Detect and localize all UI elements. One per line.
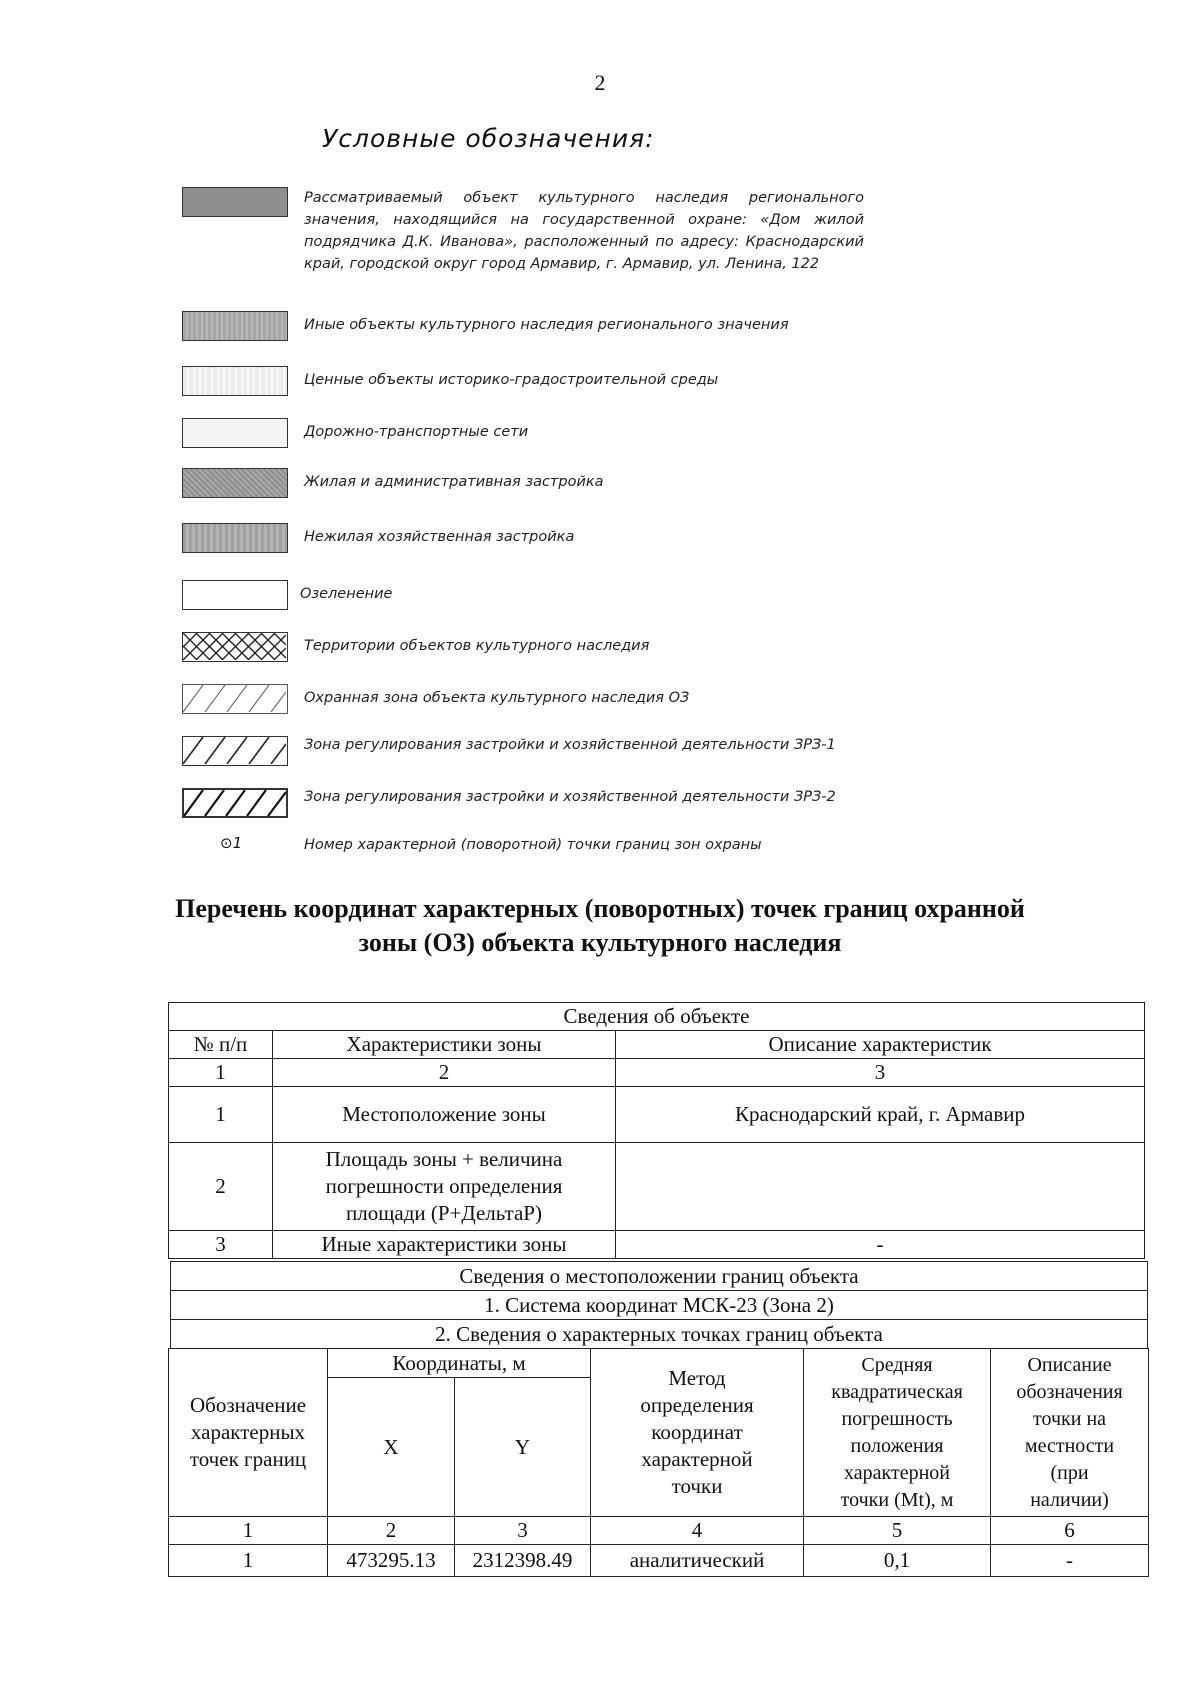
legend-item-zrz-2 [182, 786, 902, 830]
legend-item-point-number [182, 834, 902, 860]
table-row [171, 1320, 1148, 1349]
column-number: 2 [273, 1059, 616, 1087]
header-line: местности [1024, 1434, 1115, 1457]
column-header: Характеристики зоны [273, 1031, 616, 1059]
column-number: 3 [616, 1059, 1145, 1087]
legend-text: Зона регулирования застройки и хозяйственной деятельности ЗРЗ-2 [304, 789, 836, 805]
header-line: (при [1050, 1461, 1089, 1484]
x-header: X [328, 1378, 455, 1517]
legend-item-non-residential-buildings [182, 523, 902, 557]
point-designation: 1 [169, 1545, 328, 1577]
heading-line-2: зоны (ОЗ) объекта культурного наследия [358, 928, 842, 957]
legend-text: Рассматриваемый объект культурного наследия регионального значения, находящийся на государственной охране: «Дом жилой подрядчика Д.К. Иванова», расположенный по адресу: Краснодарский край, городской округ город Армавир, г. Армавир, ул. Ленина, 122 [304, 190, 864, 272]
legend-swatch-textured-medium [182, 523, 288, 553]
legend-swatch-light-diagonal-hatch [182, 684, 288, 714]
legend-swatch-white [182, 580, 288, 610]
page-number: 2 [594, 70, 606, 95]
legend-text: Нежилая хозяйственная застройка [304, 529, 575, 545]
legend-text: Жилая и административная застройка [304, 474, 604, 490]
description-cell [616, 1143, 1145, 1231]
characteristic-line: погрешности определения [325, 1174, 563, 1198]
object-info-header: Сведения об объекте [169, 1003, 1145, 1031]
document-heading [150, 892, 1050, 960]
table-row [169, 1143, 1145, 1231]
table-row [169, 1059, 1145, 1087]
legend-item-greenery [182, 580, 902, 614]
column-header: № п/п [169, 1031, 273, 1059]
legend-text: Иные объекты культурного наследия регионального значения [304, 317, 789, 333]
point-method: аналитический [591, 1545, 804, 1577]
column-number: 4 [591, 1517, 804, 1545]
table-row [169, 1545, 1149, 1577]
row-number: 3 [169, 1231, 273, 1259]
legend-item-protection-zone [182, 684, 902, 718]
header-line: наличии) [1030, 1488, 1109, 1511]
legend-item-zrz-1 [182, 734, 902, 778]
legend-title: Условные обозначения: [322, 124, 655, 153]
location-desc-header [991, 1349, 1149, 1517]
header-line: точек границ [189, 1447, 307, 1471]
header-line: положения [850, 1434, 944, 1457]
point-y: 2312398.49 [455, 1545, 591, 1577]
table-row [169, 1231, 1145, 1259]
header-line: точки на [1033, 1407, 1107, 1430]
legend-swatch-dark-gray [182, 187, 288, 217]
location-info-table [170, 1261, 1148, 1349]
header-line: характерной [844, 1461, 950, 1484]
legend-swatch-light-gray [182, 366, 288, 396]
table-row [169, 1517, 1149, 1545]
table-row [171, 1262, 1148, 1291]
point-error: 0,1 [804, 1545, 991, 1577]
point-x: 473295.13 [328, 1545, 455, 1577]
legend-swatch-diagonal-hatch [182, 736, 288, 766]
designation-header [169, 1349, 328, 1517]
table-row [169, 1087, 1145, 1143]
heading-line-1: Перечень координат характерных (поворотных) точек границ охранной [175, 894, 1025, 923]
description-cell: Краснодарский край, г. Армавир [616, 1087, 1145, 1143]
legend-text: Дорожно-транспортные сети [304, 424, 529, 440]
table-row [169, 1031, 1145, 1059]
column-header: Описание характеристик [616, 1031, 1145, 1059]
header-line: характерной [641, 1447, 753, 1471]
header-line: точки [671, 1474, 723, 1498]
legend-swatch-medium-gray [182, 311, 288, 341]
legend-text: Охранная зона объекта культурного наследия ОЗ [304, 690, 690, 706]
header-line: Средняя [861, 1353, 933, 1376]
characteristic-cell [273, 1143, 616, 1231]
row-number: 1 [169, 1087, 273, 1143]
legend-swatch-bold-diagonal-hatch [182, 788, 288, 818]
column-number: 1 [169, 1059, 273, 1087]
legend-item-road-networks [182, 418, 902, 452]
column-number: 5 [804, 1517, 991, 1545]
legend-text: Территории объектов культурного наследия [304, 638, 650, 654]
characteristic-cell: Иные характеристики зоны [273, 1231, 616, 1259]
header-line: Обозначение [189, 1393, 307, 1417]
coordinates-header: Координаты, м [328, 1349, 591, 1378]
characteristic-cell: Местоположение зоны [273, 1087, 616, 1143]
points-header: 2. Сведения о характерных точках границ объекта [171, 1320, 1148, 1349]
characteristic-line: площади (P+ДельтаP) [346, 1201, 542, 1225]
error-header [804, 1349, 991, 1517]
column-number: 6 [991, 1517, 1149, 1545]
legend-text: Ценные объекты историко-градостроительной среды [304, 372, 719, 388]
header-line: характерных [190, 1420, 306, 1444]
legend-item-residential-buildings [182, 468, 902, 502]
characteristic-line: Площадь зоны + величина [325, 1147, 563, 1171]
header-line: точки (Mt), м [840, 1488, 954, 1511]
legend-item-heritage-territories [182, 632, 902, 666]
header-line: координат [651, 1420, 743, 1444]
legend-swatch-very-light-gray [182, 418, 288, 448]
header-line: погрешность [841, 1407, 953, 1430]
point-description: - [991, 1545, 1149, 1577]
header-line: определения [640, 1393, 754, 1417]
header-line: Описание [1027, 1353, 1112, 1376]
description-cell: - [616, 1231, 1145, 1259]
legend-item-regional-object [182, 187, 902, 297]
location-header: Сведения о местоположении границ объекта [171, 1262, 1148, 1291]
column-number: 1 [169, 1517, 328, 1545]
legend-text: Зона регулирования застройки и хозяйственной деятельности ЗРЗ-1 [304, 737, 836, 753]
point-number-symbol: ⊙1 [220, 834, 243, 852]
legend-item-valuable-objects [182, 366, 902, 400]
legend-item-other-regional-objects [182, 311, 902, 345]
header-line: Метод [668, 1366, 726, 1390]
coordinate-system: 1. Система координат МСК-23 (Зона 2) [171, 1291, 1148, 1320]
method-header [591, 1349, 804, 1517]
header-line: квадратическая [831, 1380, 963, 1403]
column-number: 3 [455, 1517, 591, 1545]
legend-swatch-textured-dark [182, 468, 288, 498]
legend-swatch-cross-hatch [182, 632, 288, 662]
row-number: 2 [169, 1143, 273, 1231]
header-line: обозначения [1016, 1380, 1123, 1403]
points-table [168, 1348, 1149, 1577]
object-info-table [168, 1002, 1145, 1259]
table-row [169, 1003, 1145, 1031]
column-number: 2 [328, 1517, 455, 1545]
y-header: Y [455, 1378, 591, 1517]
legend-text: Номер характерной (поворотной) точки границ зон охраны [304, 837, 762, 853]
table-row [169, 1349, 1149, 1378]
table-row [171, 1291, 1148, 1320]
legend-text: Озеленение [300, 586, 393, 602]
